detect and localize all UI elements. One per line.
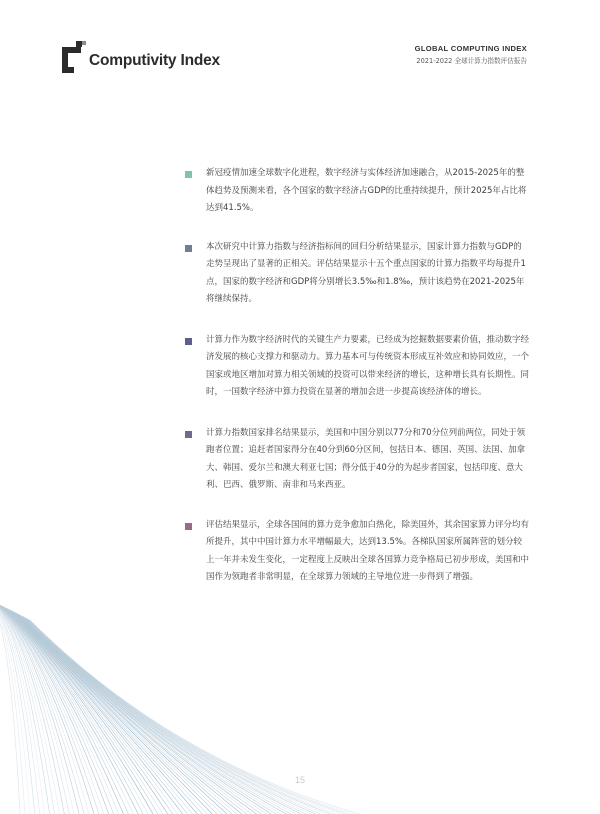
finding-item xyxy=(185,239,530,309)
logo-text: Computivity Index xyxy=(89,52,220,69)
square-bullet-icon xyxy=(185,171,192,178)
computivity-index-logo xyxy=(62,41,222,75)
square-bullet-icon xyxy=(185,431,192,438)
finding-text: 新冠疫情加速全球数字化进程，数字经济与实体经济加速融合，从2015-2025年的整体趋势及预测来看，各个国家的数字经济占GDP的比重持续提升，预计2025年占比将达到41.5%。 xyxy=(206,168,527,213)
finding-text: 计算力作为数字经济时代的关键生产力要素，已经成为挖掘数据要素价值，推动数字经济发展的核心支撑力和驱动力。算力基本可与传统资本形成互补效应和协同效应，一个国家或地区增加对算力相关领域的投资可以带来经济的增长，这种增长具有长期性。同时，一国数字经济中算力投资在显著的增加会进一步提高该经济体的增长。 xyxy=(206,334,530,397)
square-bullet-icon xyxy=(185,523,192,530)
square-bullet-icon xyxy=(185,338,192,345)
finding-text: 本次研究中计算力指数与经济指标间的回归分析结果显示，国家计算力指数与GDP的走势呈现出了显著的正相关。评估结果显示十五个重点国家的计算力指数平均每提升1点，国家的数字经济和GDP将分别增长3.5‰和1.8‰，预计该趋势在2021-2025年将继续保持。 xyxy=(206,241,526,304)
finding-text: 评估结果显示，全球各国间的算力竞争愈加白热化，除美国外，其余国家算力评分均有所提升，其中中国计算力水平增幅最大，达到13.5%。各梯队国家所属阵营的划分较上一年并未发生变化，一定程度上反映出全球各国算力竞争格局已初步形成，美国和中国作为领跑者非常明显，在全球算力领域的主导地位进一步得到了增强。 xyxy=(206,519,530,582)
logo-mark-icon xyxy=(62,41,88,73)
page-number: 15 xyxy=(294,775,305,785)
report-subtitle: 2021-2022 全球计算力指数评估报告 xyxy=(416,57,527,65)
finding-item xyxy=(185,425,530,495)
report-title: GLOBAL COMPUTING INDEX xyxy=(414,44,527,53)
square-bullet-icon xyxy=(185,245,192,252)
finding-item xyxy=(185,165,530,218)
finding-item xyxy=(185,332,530,402)
finding-text: 计算力指数国家排名结果显示，美国和中国分别以77分和70分位列前两位，同处于领跑者位置；追赶者国家得分在40分到60分区间，包括日本、德国、英国、法国、加拿大、韩国、爱尔兰和澳大利亚七国；得分低于40分的为起步者国家，包括印度、意大利、巴西、俄罗斯、南非和马来西亚。 xyxy=(206,427,526,490)
report-header xyxy=(415,44,527,65)
key-findings-list xyxy=(185,165,530,587)
